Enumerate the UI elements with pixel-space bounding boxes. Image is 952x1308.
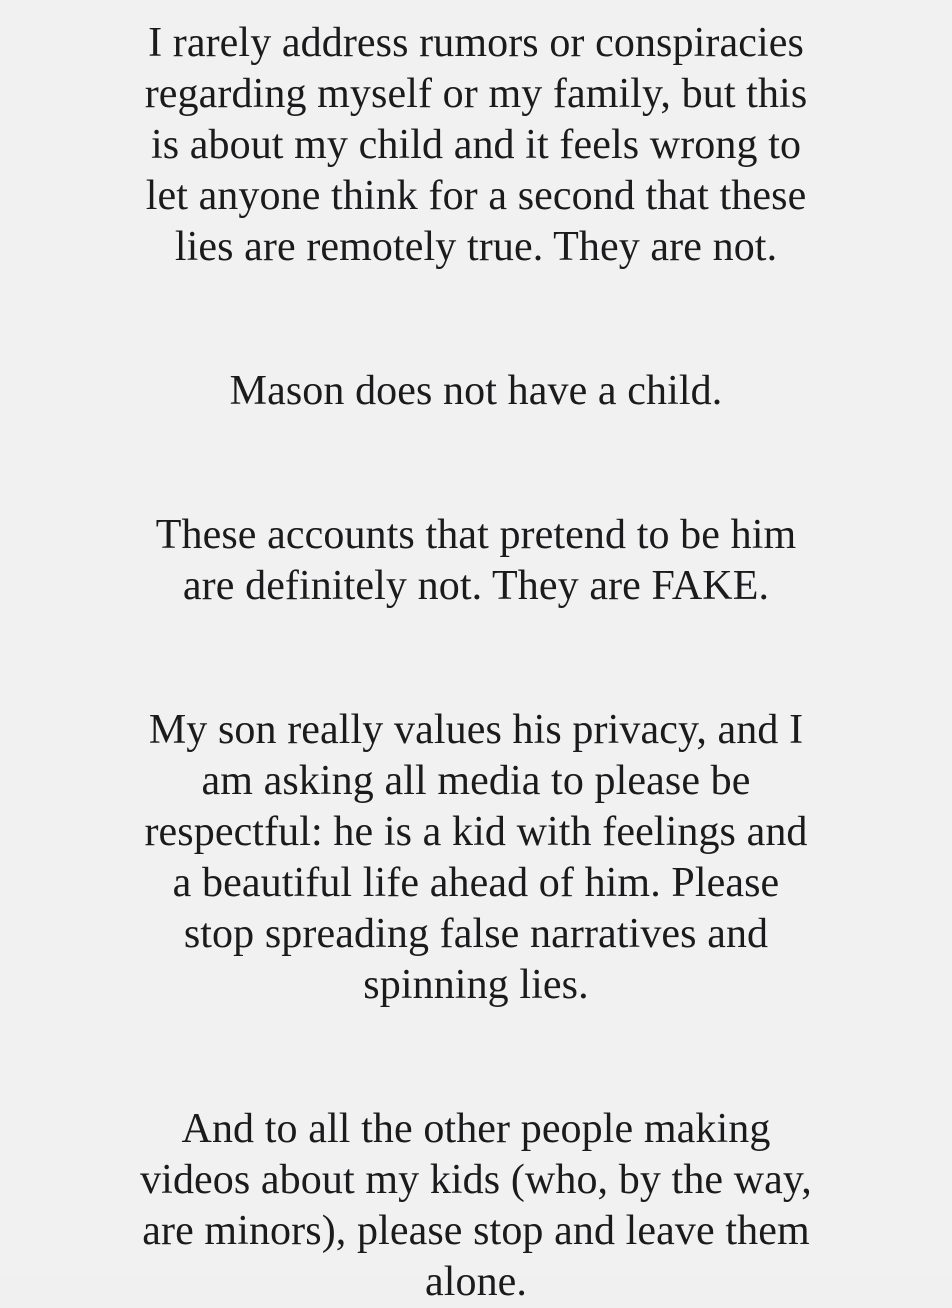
statement-paragraph-1: I rarely address rumors or conspiracies regarding myself or my family, but this is about my child and it feels wrong to let anyone think for a second that these lies are remotely true. They are not. bbox=[144, 20, 808, 270]
statement-paragraph-2: Mason does not have a child. bbox=[229, 368, 723, 414]
statement-paragraph-4: My son really values his privacy, and I am asking all media to please be respectful: he is a kid with feelings and a beautiful life ahead of him. Please stop spreading false narratives and spinning lies. bbox=[144, 707, 808, 1008]
statement-paragraph-5: And to all the other people making videos about my kids (who, by the way, are minors), please stop and leave them alone. bbox=[140, 1106, 812, 1305]
statement-paragraph-3: These accounts that pretend to be him are definitely not. They are FAKE. bbox=[155, 512, 797, 609]
